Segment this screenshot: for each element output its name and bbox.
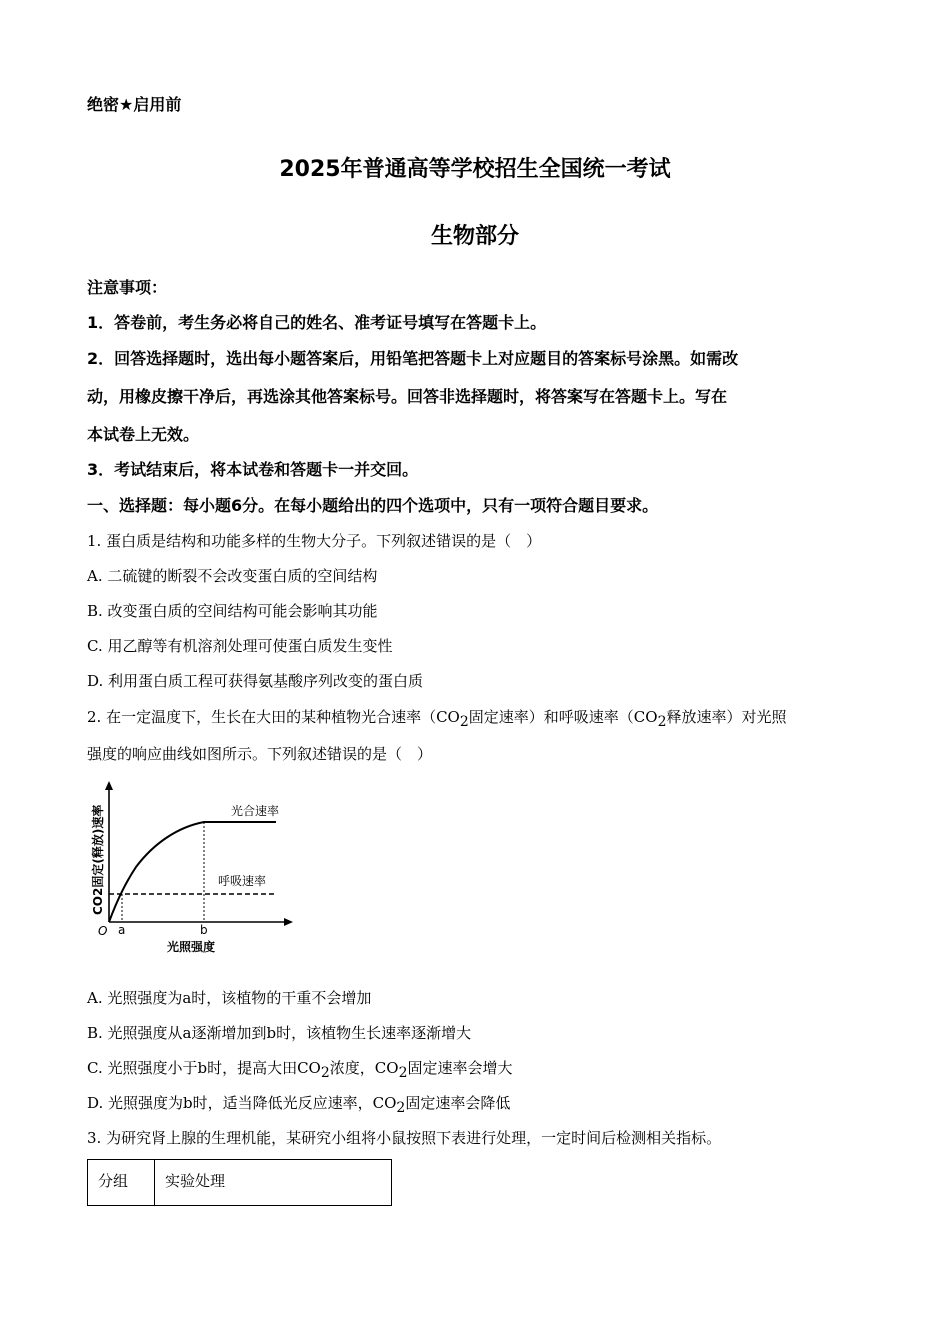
question-2-option-b: B. 光照强度从a逐渐增加到b时，该植物生长速率逐渐增大 bbox=[87, 1024, 472, 1042]
option-part: C. 光照强度小于b时，提高大田CO bbox=[87, 1059, 321, 1077]
origin-label: O bbox=[98, 924, 108, 938]
question-2-stem-line1 bbox=[87, 706, 787, 730]
subscript: 2 bbox=[320, 1065, 330, 1081]
photosynthesis-curve bbox=[109, 822, 276, 922]
question-1-option-c: C. 用乙醇等有机溶剂处理可使蛋白质发生变性 bbox=[87, 637, 393, 655]
series-label-photosynthesis: 光合速率 bbox=[231, 804, 280, 818]
note-item: 3．考试结束后，将本试卷和答题卡一并交回。 bbox=[87, 460, 419, 479]
question-2-option-d bbox=[87, 1092, 510, 1116]
photosynthesis-chart bbox=[86, 775, 296, 960]
question-1-stem: 1. 蛋白质是结构和功能多样的生物大分子。下列叙述错误的是（ ） bbox=[87, 532, 542, 550]
question-2-option-c bbox=[87, 1057, 513, 1081]
table-row bbox=[88, 1160, 392, 1206]
stem-part: 释放速率）对光照 bbox=[666, 708, 787, 726]
subscript: 2 bbox=[657, 714, 667, 730]
question-3-table bbox=[87, 1159, 392, 1206]
stem-part: 2. 在一定温度下，生长在大田的某种植物光合速率（CO bbox=[87, 708, 460, 726]
secret-mark: 绝密★启用前 bbox=[87, 95, 182, 114]
y-axis-label: CO2固定(释放)速率 bbox=[91, 804, 105, 915]
subject-subtitle: 生物部分 bbox=[430, 224, 519, 249]
note-item: 动，用橡皮擦干净后，再选涂其他答案标号。回答非选择题时，将答案写在答题卡上。写在 bbox=[87, 387, 728, 406]
option-part: D. 光照强度为b时，适当降低光反应速率，CO bbox=[87, 1094, 397, 1112]
note-item: 2．回答选择题时，选出每小题答案后，用铅笔把答题卡上对应题目的答案标号涂黑。如需改 bbox=[87, 349, 739, 368]
subscript: 2 bbox=[459, 714, 469, 730]
note-item: 1．答卷前，考生务必将自己的姓名、准考证号填写在答题卡上。 bbox=[87, 313, 547, 332]
x-tick-b: b bbox=[200, 923, 208, 937]
x-axis-arrow bbox=[284, 918, 293, 926]
stem-part: 固定速率）和呼吸速率（CO bbox=[468, 708, 658, 726]
subscript: 2 bbox=[398, 1065, 408, 1081]
question-1-option-a: A. 二硫键的断裂不会改变蛋白质的空间结构 bbox=[87, 567, 378, 585]
subscript: 2 bbox=[396, 1100, 406, 1116]
note-item: 本试卷上无效。 bbox=[87, 425, 200, 444]
section-heading: 一、选择题：每小题6分。在每小题给出的四个选项中，只有一项符合题目要求。 bbox=[87, 496, 659, 515]
x-tick-a: a bbox=[118, 923, 126, 937]
exam-title: 2025年普通高等学校招生全国统一考试 bbox=[279, 157, 671, 182]
question-1-option-b: B. 改变蛋白质的空间结构可能会影响其功能 bbox=[87, 602, 378, 620]
series-label-respiration: 呼吸速率 bbox=[218, 874, 267, 888]
y-axis-arrow bbox=[105, 781, 113, 790]
notes-heading: 注意事项： bbox=[87, 278, 168, 297]
question-2-option-a: A. 光照强度为a时，该植物的干重不会增加 bbox=[87, 989, 372, 1007]
table-header-cell: 分组 bbox=[88, 1160, 155, 1206]
table-header-cell: 实验处理 bbox=[155, 1160, 392, 1206]
question-3-stem: 3. 为研究肾上腺的生理机能，某研究小组将小鼠按照下表进行处理，一定时间后检测相关指标。 bbox=[87, 1129, 722, 1147]
x-axis-label: 光照强度 bbox=[167, 940, 216, 954]
option-part: 固定速率会增大 bbox=[407, 1059, 513, 1077]
option-part: 浓度，CO bbox=[329, 1059, 399, 1077]
question-1-option-d: D. 利用蛋白质工程可获得氨基酸序列改变的蛋白质 bbox=[87, 672, 424, 690]
option-part: 固定速率会降低 bbox=[405, 1094, 511, 1112]
question-2-stem-line2: 强度的响应曲线如图所示。下列叙述错误的是（ ） bbox=[87, 745, 433, 763]
